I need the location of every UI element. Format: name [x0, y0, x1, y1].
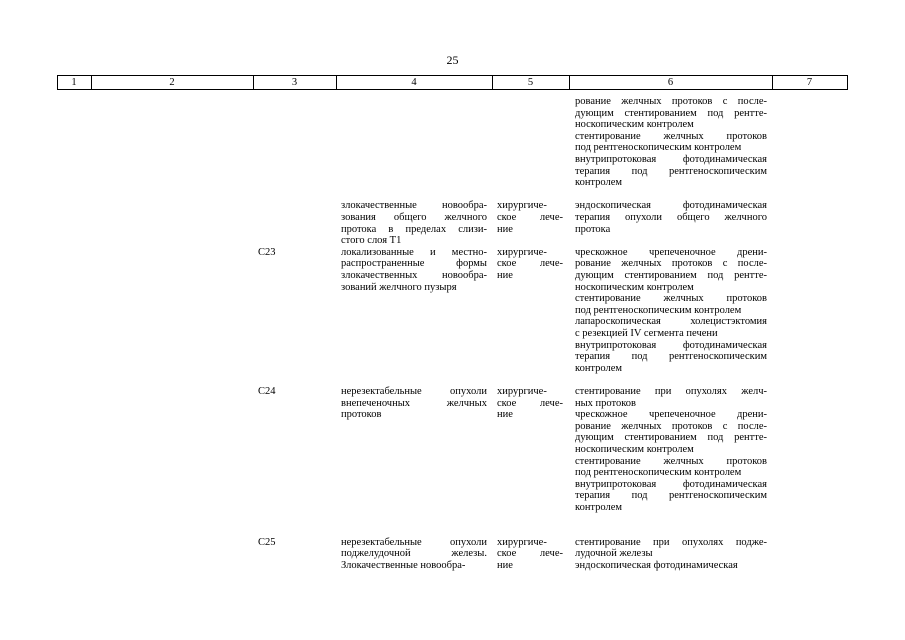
diagnosis-cell-line: нерезектабельные опухоли	[341, 386, 487, 397]
diagnosis-cell	[341, 386, 487, 421]
treatment-type-cell-line: ние	[497, 559, 513, 571]
treatment-method-cell	[575, 154, 767, 189]
diagnosis-cell	[341, 537, 487, 572]
treatment-method-cell	[575, 560, 767, 572]
diagnosis-cell-line: локализованные и местно-	[341, 246, 487, 258]
treatment-method-cell	[575, 537, 767, 560]
diagnosis-cell	[341, 200, 487, 246]
diagnosis-cell-line: злокачественные новообра-	[341, 200, 487, 212]
treatment-method-cell-line: стентирование при опухолях желч-	[575, 386, 767, 397]
diagnosis-cell-line: нерезектабельные опухоли	[341, 536, 487, 548]
diagnosis-cell-line: протока в пределах слизи-	[341, 223, 487, 235]
treatment-method-cell-line: носкопическим контролем	[575, 119, 694, 131]
diagnosis-cell	[341, 247, 487, 293]
treatment-type-cell-line: хирургиче-	[497, 246, 547, 258]
treatment-method-cell-line: эндоскопическая фотодинамическая	[575, 560, 738, 571]
treatment-type-cell	[497, 247, 563, 282]
treatment-type-cell	[497, 386, 563, 421]
diagnosis-cell-line: внепеченочных желчных	[341, 397, 487, 409]
treatment-type-cell-line: ское лече-	[497, 211, 563, 223]
treatment-method-cell	[575, 200, 767, 235]
treatment-method-cell-line: чрескожное чрепеченочное дрени-	[575, 246, 767, 258]
treatment-method-cell-line: контролем	[575, 501, 623, 513]
treatment-method-cell-line: чрескожное чрепеченочное дрени-	[575, 409, 767, 421]
treatment-method-cell-line: носкопическим контролем	[575, 281, 694, 293]
header-col-5: 5	[527, 77, 534, 88]
treatment-method-cell-line: с резекцией IV сегмента печени	[575, 327, 718, 339]
treatment-method-cell-line: терапия под рентгеноскопическим	[575, 490, 767, 502]
treatment-method-cell-line: дующим стентированием под рентте-	[575, 107, 767, 119]
treatment-type-cell-line: ние	[497, 409, 513, 421]
treatment-method-cell-line: протока	[575, 223, 611, 235]
diagnosis-cell-line: протоков	[341, 409, 382, 421]
treatment-type-cell-line: хирургиче-	[497, 386, 547, 397]
header-col-7: 7	[806, 77, 813, 88]
diagnosis-cell-line: стого слоя T1	[341, 235, 402, 247]
treatment-method-cell	[575, 340, 767, 375]
diagnosis-cell-line: Злокачественные новообра-	[341, 559, 466, 571]
treatment-type-cell-line: хирургиче-	[497, 200, 547, 212]
treatment-method-cell	[575, 316, 767, 339]
diagnosis-cell-line: зований желчного пузыря	[341, 281, 457, 293]
diagnosis-code: C24	[258, 386, 276, 397]
treatment-method-cell	[575, 131, 767, 154]
treatment-method-cell-line: дующим стентированием под рентте-	[575, 432, 767, 444]
header-divider	[847, 75, 848, 90]
header-col-4: 4	[411, 77, 417, 88]
treatment-type-cell	[497, 200, 563, 235]
treatment-method-cell	[575, 96, 767, 131]
treatment-type-cell-line: ние	[497, 223, 513, 235]
diagnosis-cell-line: поджелудочной железы.	[341, 548, 487, 560]
diagnosis-cell-line: зования общего желчного	[341, 211, 487, 223]
treatment-type-cell-line: ние	[497, 269, 513, 281]
treatment-method-cell-line: терапия под рентгеноскопическим	[575, 165, 767, 177]
treatment-type-cell-line: хирургиче-	[497, 536, 547, 548]
treatment-method-cell-line: под рентгеноскопическим контролем	[575, 467, 742, 479]
header-col-6: 6	[667, 77, 674, 88]
header-col-3: 3	[291, 77, 298, 88]
treatment-method-cell-line: стентирование желчных протоков	[575, 293, 767, 305]
treatment-method-cell-line: стентирование при опухолях подже-	[575, 536, 767, 548]
treatment-method-cell-line: контролем	[575, 177, 623, 189]
treatment-method-cell-line: стентирование желчных протоков	[575, 455, 767, 467]
treatment-method-cell-line: под рентгеноскопическим контролем	[575, 142, 742, 154]
treatment-method-cell	[575, 409, 767, 455]
diagnosis-cell-line: распространенные формы	[341, 258, 487, 270]
treatment-method-cell-line: эндоскопическая фотодинамическая	[575, 200, 767, 212]
treatment-method-cell-line: внутрипротоковая фотодинамическая	[575, 339, 767, 351]
treatment-method-cell-line: ных протоков	[575, 397, 637, 409]
header-col-2: 2	[169, 77, 175, 88]
treatment-method-cell-line: терапия опухоли общего желчного	[575, 211, 767, 223]
diagnosis-code: C25	[258, 536, 276, 548]
header-col-1: 1	[71, 77, 77, 88]
page-number: 25	[446, 53, 459, 67]
treatment-method-cell-line: лудочной железы	[575, 548, 653, 560]
treatment-method-cell-line: внутрипротоковая фотодинамическая	[575, 478, 767, 490]
treatment-method-cell-line: рование желчных протоков с после-	[575, 420, 767, 432]
treatment-type-cell-line: ское лече-	[497, 397, 563, 409]
treatment-method-cell	[575, 479, 767, 514]
treatment-method-cell-line: рование желчных протоков с после-	[575, 96, 767, 107]
treatment-type-cell-line: ское лече-	[497, 548, 563, 560]
treatment-method-cell	[575, 247, 767, 293]
treatment-method-cell-line: терапия под рентгеноскопическим	[575, 351, 767, 363]
treatment-method-cell	[575, 456, 767, 479]
treatment-method-cell-line: контролем	[575, 362, 623, 374]
diagnosis-cell-line: злокачественных новообра-	[341, 269, 487, 281]
treatment-method-cell-line: рование желчных протоков с после-	[575, 258, 767, 270]
header-bottom-rule	[57, 89, 847, 90]
treatment-method-cell	[575, 293, 767, 316]
treatment-method-cell-line: носкопическим контролем	[575, 443, 694, 455]
treatment-type-cell	[497, 537, 563, 572]
treatment-method-cell-line: внутрипротоковая фотодинамическая	[575, 154, 767, 165]
treatment-method-cell-line: под рентгеноскопическим контролем	[575, 304, 742, 316]
treatment-method-cell	[575, 386, 767, 409]
treatment-type-cell-line: ское лече-	[497, 258, 563, 270]
treatment-method-cell-line: дующим стентированием под рентте-	[575, 269, 767, 281]
treatment-method-cell-line: лапароскопическая холецистэктомия	[575, 316, 767, 328]
diagnosis-code: C23	[258, 246, 276, 258]
treatment-method-cell-line: стентирование желчных протоков	[575, 130, 767, 142]
